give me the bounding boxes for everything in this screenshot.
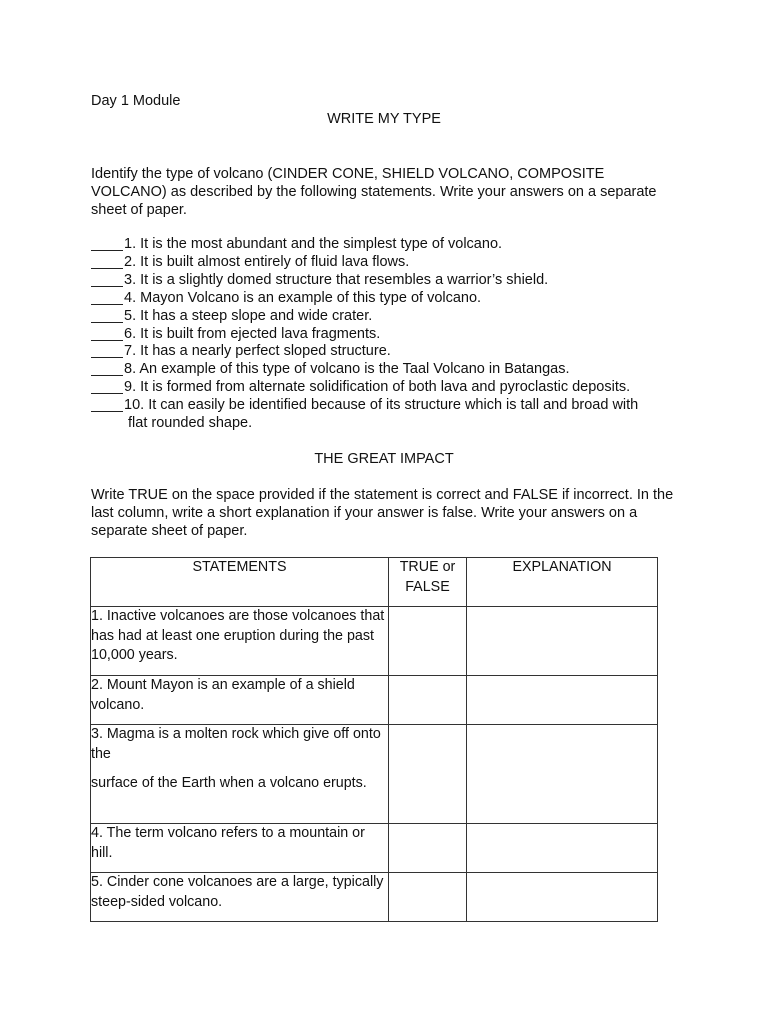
table-row [91, 873, 658, 922]
list-item: 6. It is built from ejected lava fragments. [91, 326, 691, 344]
table-row [91, 824, 658, 873]
list-item: 9. It is formed from alternate solidification of both lava and pyroclastic deposits. [91, 379, 691, 397]
true-false-table [90, 557, 658, 922]
section2-instructions: Write TRUE on the space provided if the statement is correct and FALSE if incorrect. In the last column, write a short explanation if your answer is false. Write your answers on a separate sheet of paper. [91, 487, 674, 539]
statement-cell: 4. The term volcano refers to a mountain or hill. [91, 824, 389, 873]
module-label: Day 1 Module [91, 93, 181, 109]
answer-blank [91, 290, 123, 305]
question-list [91, 236, 691, 433]
table-header-row [91, 558, 658, 607]
section1-instructions: Identify the type of volcano (CINDER CONE, SHIELD VOLCANO, COMPOSITE VOLCANO) as described by the following statements. Write your answers on a separate sheet of paper. [91, 166, 657, 218]
list-item: 8. An example of this type of volcano is the Taal Volcano in Batangas. [91, 361, 691, 379]
header-statements: STATEMENTS [91, 558, 389, 607]
answer-blank [91, 272, 123, 287]
answer-cell [389, 873, 467, 922]
answer-blank [91, 379, 123, 394]
answer-cell [389, 725, 467, 824]
statement-cell: 5. Cinder cone volcanoes are a large, typically steep-sided volcano. [91, 873, 389, 922]
explanation-cell [467, 873, 658, 922]
answer-blank [91, 236, 123, 251]
table-row [91, 607, 658, 676]
answer-cell [389, 676, 467, 725]
section1-title: WRITE MY TYPE [327, 111, 441, 127]
answer-blank [91, 361, 123, 376]
answer-blank [91, 254, 123, 269]
explanation-cell [467, 725, 658, 824]
answer-blank [91, 326, 123, 341]
statement-cell: 1. Inactive volcanoes are those volcanoes that has had at least one eruption during the past 10,000 years. [91, 607, 389, 676]
explanation-cell [467, 824, 658, 873]
statement-text: 3. Magma is a molten rock which give off onto the [91, 726, 381, 762]
list-item: 2. It is built almost entirely of fluid lava flows. [91, 254, 691, 272]
section2-title: THE GREAT IMPACT [314, 451, 454, 467]
answer-blank [91, 308, 123, 323]
statement-cell [91, 725, 389, 824]
list-item: 3. It is a slightly domed structure that resembles a warrior’s shield. [91, 272, 691, 290]
list-item: 4. Mayon Volcano is an example of this type of volcano. [91, 290, 691, 308]
list-item: 5. It has a steep slope and wide crater. [91, 308, 691, 326]
table-row [91, 676, 658, 725]
statement-text-continued: surface of the Earth when a volcano erupts. [91, 775, 367, 791]
list-item: 10. It can easily be identified because of its structure which is tall and broad with [91, 397, 691, 415]
list-item: 7. It has a nearly perfect sloped structure. [91, 343, 691, 361]
answer-blank [91, 397, 123, 412]
header-explanation: EXPLANATION [467, 558, 658, 607]
answer-cell [389, 607, 467, 676]
answer-cell [389, 824, 467, 873]
explanation-cell [467, 607, 658, 676]
table-row [91, 725, 658, 824]
list-item-continuation: flat rounded shape. [128, 415, 253, 432]
header-true-false: TRUE or FALSE [389, 558, 467, 607]
list-item: 1. It is the most abundant and the simplest type of volcano. [91, 236, 691, 254]
statement-cell: 2. Mount Mayon is an example of a shield volcano. [91, 676, 389, 725]
explanation-cell [467, 676, 658, 725]
answer-blank [91, 343, 123, 358]
